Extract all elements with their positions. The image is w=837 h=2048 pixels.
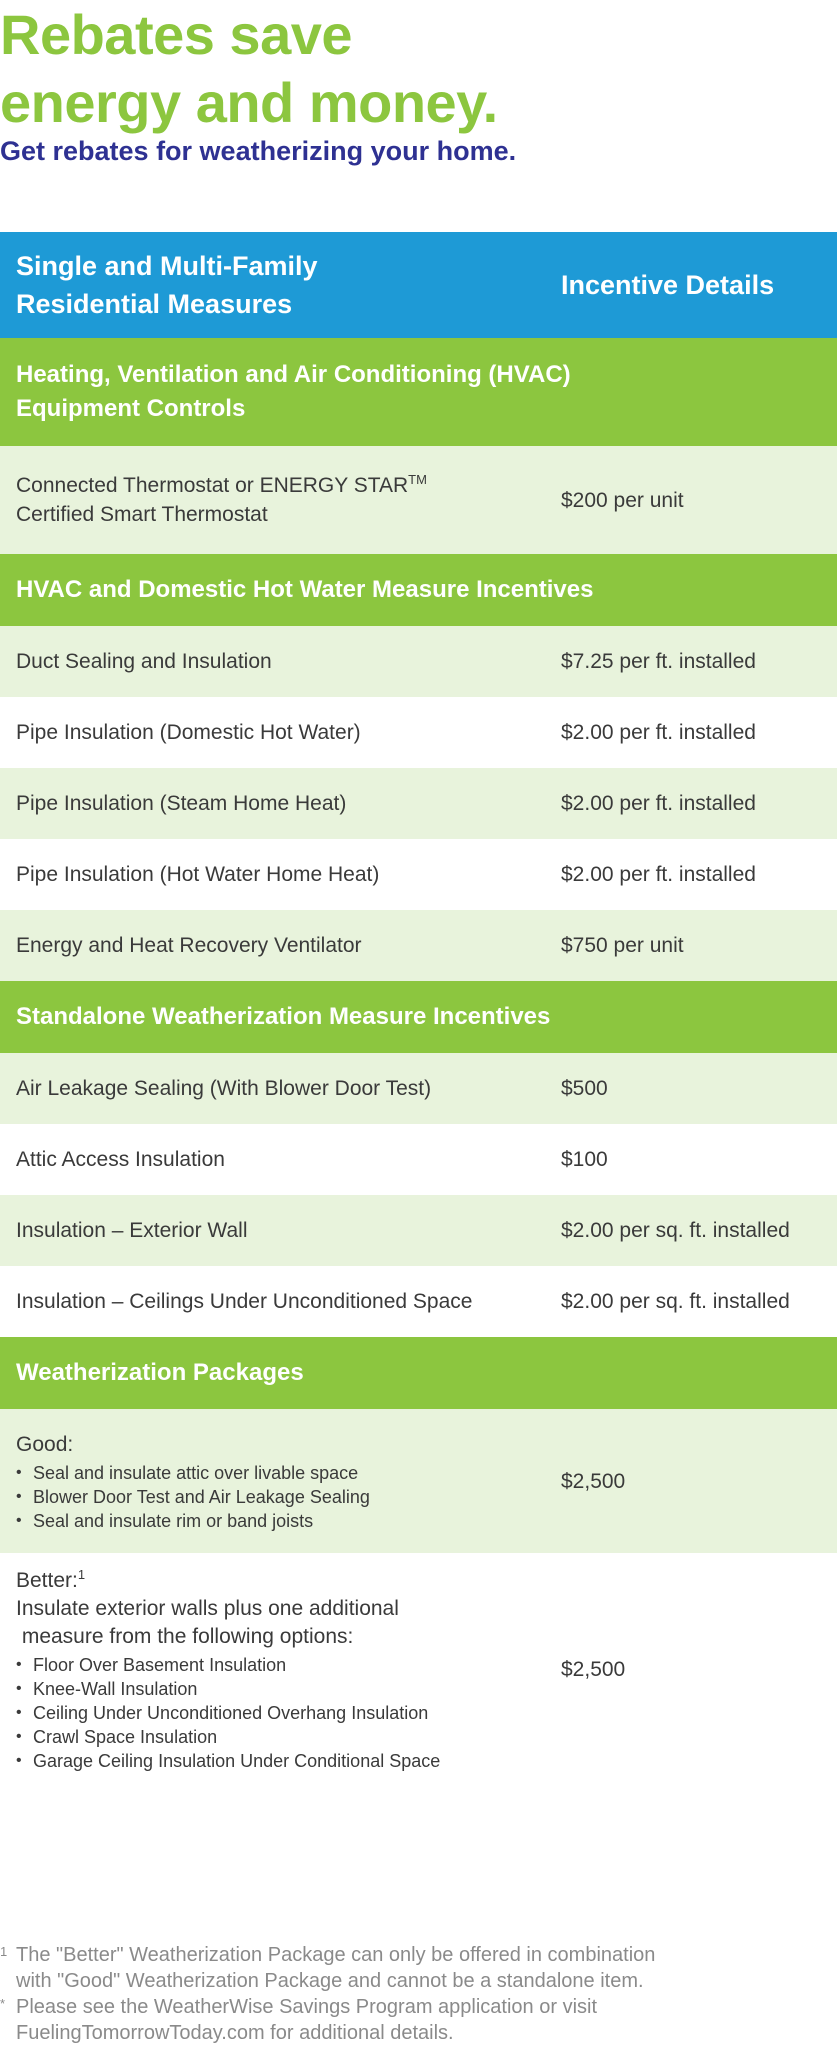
package-name: Good:: [16, 1432, 74, 1456]
measure-cell: Insulation – Exterior Wall: [16, 1219, 248, 1242]
list-item: • Ceiling Under Unconditioned Overhang Insulation: [16, 1701, 551, 1725]
footnote-mark: *: [0, 1996, 6, 2011]
footnote: [0, 1942, 837, 1994]
table-row: [0, 1195, 837, 1266]
measure-text: Connected Thermostat or ENERGY STAR: [16, 474, 409, 497]
list-item: • Seal and insulate rim or band joists: [16, 1509, 551, 1533]
header-measures: [0, 247, 561, 323]
list-item: • Knee-Wall Insulation: [16, 1677, 551, 1701]
table-row: [0, 910, 837, 981]
package-cell: [0, 1430, 561, 1533]
incentive-cell: $500: [561, 1077, 608, 1100]
table-row: [0, 768, 837, 839]
package-row-better: [0, 1553, 837, 1785]
package-bullets: [16, 1653, 551, 1773]
footnote-ref-sup: 1: [77, 1566, 86, 1582]
footnote-line-2: FuelingTomorrowToday.com for additional details.: [16, 2022, 454, 2044]
rebates-table: [0, 232, 837, 1785]
incentive-cell: $2.00 per ft. installed: [561, 863, 756, 886]
measure-cell: Pipe Insulation (Domestic Hot Water): [16, 721, 361, 744]
section-header-hvac-dhw: [0, 554, 837, 626]
measure-line-2: Certified Smart Thermostat: [16, 503, 268, 526]
section-title: [0, 358, 837, 426]
package-cell: [0, 1566, 561, 1773]
table-row: [0, 697, 837, 768]
headline-line-2: energy and money.: [0, 71, 498, 134]
section-header-standalone: [0, 981, 837, 1053]
incentive-cell: $2.00 per sq. ft. installed: [561, 1290, 790, 1313]
package-name: Better:: [16, 1568, 78, 1592]
section-title-line-1: Heating, Ventilation and Air Conditioning (HVAC): [16, 361, 571, 388]
section-header-packages: [0, 1337, 837, 1409]
incentive-cell: $7.25 per ft. installed: [561, 650, 756, 673]
package-text-line-1: Insulate exterior walls plus one additional: [16, 1596, 399, 1620]
header-measures-line-1: Single and Multi-Family: [16, 251, 318, 281]
section-title: Standalone Weatherization Measure Incentives: [16, 1003, 551, 1030]
list-item: • Seal and insulate attic over livable space: [16, 1461, 551, 1485]
footnotes: [0, 1942, 837, 2046]
list-item: • Crawl Space Insulation: [16, 1725, 551, 1749]
measure-cell: Duct Sealing and Insulation: [16, 650, 272, 673]
package-text-line-2: measure from the following options:: [16, 1624, 354, 1648]
section-header-hvac-controls: [0, 338, 837, 446]
table-row: [0, 1053, 837, 1124]
incentive-cell: $200 per unit: [561, 488, 684, 512]
footnote: [0, 1994, 837, 2046]
footnote-line-1: The "Better" Weatherization Package can only be offered in combination: [16, 1944, 656, 1966]
incentive-cell: $100: [561, 1148, 608, 1171]
trademark-sup: TM: [408, 472, 427, 487]
list-item: • Garage Ceiling Insulation Under Conditional Space: [16, 1749, 551, 1773]
incentive-cell: $2.00 per sq. ft. installed: [561, 1219, 790, 1242]
section-title: Weatherization Packages: [16, 1359, 304, 1386]
table-row: [0, 1266, 837, 1337]
header-incentive-details: Incentive Details: [561, 270, 775, 300]
measure-cell: Air Leakage Sealing (With Blower Door Test): [16, 1077, 432, 1100]
measure-cell: Pipe Insulation (Steam Home Heat): [16, 792, 347, 815]
measure-cell: [0, 471, 561, 529]
footnote-line-2: with "Good" Weatherization Package and cannot be a standalone item.: [16, 1970, 644, 1992]
list-item: • Floor Over Basement Insulation: [16, 1653, 551, 1677]
measure-cell: Pipe Insulation (Hot Water Home Heat): [16, 863, 380, 886]
header-measures-line-2: Residential Measures: [16, 289, 293, 319]
subheadline: Get rebates for weatherizing your home.: [0, 136, 517, 166]
incentive-cell: $750 per unit: [561, 934, 684, 957]
package-bullets: [16, 1461, 551, 1533]
headline-line-1: Rebates save: [0, 3, 353, 66]
measure-cell: Insulation – Ceilings Under Unconditioned Space: [16, 1290, 473, 1313]
table-row: [0, 626, 837, 697]
package-name-line: [16, 1566, 551, 1595]
measure-cell: Energy and Heat Recovery Ventilator: [16, 934, 362, 957]
package-row-good: [0, 1409, 837, 1553]
table-header: [0, 232, 837, 338]
footnote-line-1: Please see the WeatherWise Savings Program application or visit: [16, 1996, 598, 2018]
list-item: • Blower Door Test and Air Leakage Sealing: [16, 1485, 551, 1509]
footnote-text: [16, 1942, 655, 1994]
table-row: [0, 1124, 837, 1195]
section-title-line-2: Equipment Controls: [16, 395, 246, 422]
measure-cell: Attic Access Insulation: [16, 1148, 225, 1171]
incentive-cell: $2,500: [561, 1469, 626, 1493]
section-title: HVAC and Domestic Hot Water Measure Incentives: [16, 576, 594, 603]
headline: [0, 0, 498, 138]
table-row: [0, 446, 837, 554]
footnote-text: [16, 1994, 597, 2046]
footnote-mark: 1: [0, 1944, 8, 1959]
measure-line-1: [16, 471, 551, 500]
table-row: [0, 839, 837, 910]
incentive-cell: $2.00 per ft. installed: [561, 792, 756, 815]
incentive-cell: $2,500: [561, 1657, 626, 1681]
incentive-cell: $2.00 per ft. installed: [561, 721, 756, 744]
